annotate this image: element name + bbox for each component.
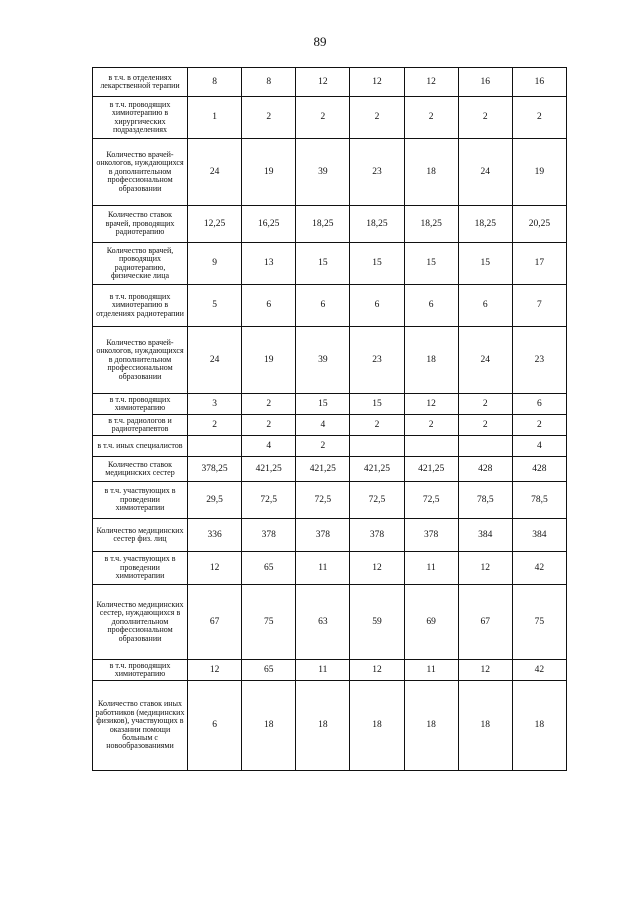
value-cell: 12	[188, 660, 242, 681]
table-row	[93, 68, 567, 97]
value-cell: 23	[512, 327, 566, 394]
value-cell: 18	[350, 681, 404, 771]
value-cell: 12	[458, 552, 512, 585]
value-cell: 78,5	[458, 482, 512, 519]
value-cell: 5	[188, 285, 242, 327]
value-cell: 4	[512, 436, 566, 457]
value-cell: 6	[350, 285, 404, 327]
value-cell: 2	[242, 394, 296, 415]
value-cell: 2	[458, 394, 512, 415]
value-cell	[350, 436, 404, 457]
value-cell: 78,5	[512, 482, 566, 519]
value-cell: 11	[296, 552, 350, 585]
value-cell: 2	[512, 415, 566, 436]
value-cell: 6	[512, 394, 566, 415]
table-row	[93, 285, 567, 327]
value-cell: 12	[458, 660, 512, 681]
row-label: в т.ч. проводящих химиотерапию в хирургических подразделениях	[93, 97, 188, 139]
value-cell: 12	[350, 660, 404, 681]
table-row	[93, 681, 567, 771]
value-cell: 19	[242, 139, 296, 206]
value-cell: 6	[296, 285, 350, 327]
value-cell: 72,5	[404, 482, 458, 519]
value-cell	[188, 436, 242, 457]
value-cell	[404, 436, 458, 457]
value-cell	[458, 436, 512, 457]
value-cell: 9	[188, 243, 242, 285]
value-cell: 24	[188, 139, 242, 206]
value-cell: 2	[458, 415, 512, 436]
value-cell: 12	[350, 552, 404, 585]
value-cell: 2	[512, 97, 566, 139]
value-cell: 15	[350, 243, 404, 285]
table-row	[93, 552, 567, 585]
value-cell: 2	[242, 97, 296, 139]
value-cell: 15	[296, 394, 350, 415]
table-row	[93, 139, 567, 206]
row-label: в т.ч. в отделениях лекарственной терапии	[93, 68, 188, 97]
value-cell: 23	[350, 139, 404, 206]
value-cell: 2	[296, 436, 350, 457]
value-cell: 2	[296, 97, 350, 139]
value-cell: 18	[404, 681, 458, 771]
value-cell: 18,25	[350, 206, 404, 243]
table-row	[93, 436, 567, 457]
value-cell: 19	[512, 139, 566, 206]
value-cell: 11	[404, 552, 458, 585]
value-cell: 72,5	[296, 482, 350, 519]
value-cell: 11	[404, 660, 458, 681]
row-label: в т.ч. проводящих химиотерапию	[93, 394, 188, 415]
value-cell: 384	[458, 519, 512, 552]
value-cell: 2	[404, 97, 458, 139]
value-cell: 24	[458, 327, 512, 394]
value-cell: 4	[242, 436, 296, 457]
value-cell: 18	[242, 681, 296, 771]
value-cell: 69	[404, 585, 458, 660]
value-cell: 12	[350, 68, 404, 97]
value-cell: 8	[188, 68, 242, 97]
table-row	[93, 457, 567, 482]
value-cell: 19	[242, 327, 296, 394]
table-row	[93, 394, 567, 415]
value-cell: 12	[404, 394, 458, 415]
value-cell: 24	[188, 327, 242, 394]
value-cell: 18	[404, 327, 458, 394]
value-cell: 2	[188, 415, 242, 436]
value-cell: 72,5	[242, 482, 296, 519]
value-cell: 2	[350, 97, 404, 139]
value-cell: 378	[350, 519, 404, 552]
row-label: Количество ставок медицинских сестер	[93, 457, 188, 482]
value-cell: 75	[242, 585, 296, 660]
page-number: 89	[313, 34, 327, 49]
value-cell: 421,25	[296, 457, 350, 482]
value-cell: 39	[296, 327, 350, 394]
value-cell: 67	[188, 585, 242, 660]
value-cell: 18	[296, 681, 350, 771]
table-row	[93, 415, 567, 436]
value-cell: 29,5	[188, 482, 242, 519]
row-label: Количество медицинских сестер физ. лиц	[93, 519, 188, 552]
value-cell: 6	[404, 285, 458, 327]
table-row	[93, 327, 567, 394]
table-row	[93, 519, 567, 552]
value-cell: 12,25	[188, 206, 242, 243]
value-cell: 23	[350, 327, 404, 394]
value-cell: 63	[296, 585, 350, 660]
value-cell: 13	[242, 243, 296, 285]
value-cell: 17	[512, 243, 566, 285]
value-cell: 42	[512, 552, 566, 585]
value-cell: 67	[458, 585, 512, 660]
value-cell: 6	[188, 681, 242, 771]
table-row	[93, 243, 567, 285]
value-cell: 1	[188, 97, 242, 139]
value-cell: 6	[458, 285, 512, 327]
value-cell: 15	[350, 394, 404, 415]
table-row	[93, 482, 567, 519]
value-cell: 428	[512, 457, 566, 482]
value-cell: 6	[242, 285, 296, 327]
value-cell: 18,25	[296, 206, 350, 243]
value-cell: 4	[296, 415, 350, 436]
table-row	[93, 585, 567, 660]
value-cell: 3	[188, 394, 242, 415]
value-cell: 421,25	[242, 457, 296, 482]
row-label: Количество ставок врачей, проводящих радиотерапию	[93, 206, 188, 243]
row-label: Количество врачей-онкологов, нуждающихся в дополнительном профессиональном образовании	[93, 139, 188, 206]
value-cell: 39	[296, 139, 350, 206]
value-cell: 15	[404, 243, 458, 285]
row-label: Количество врачей, проводящих радиотерапию, физические лица	[93, 243, 188, 285]
row-label: в т.ч. проводящих химиотерапию	[93, 660, 188, 681]
value-cell: 18,25	[458, 206, 512, 243]
row-label: в т.ч. участвующих в проведении химиотерапии	[93, 552, 188, 585]
value-cell: 384	[512, 519, 566, 552]
value-cell: 59	[350, 585, 404, 660]
value-cell: 12	[188, 552, 242, 585]
value-cell: 65	[242, 552, 296, 585]
value-cell: 72,5	[350, 482, 404, 519]
value-cell: 20,25	[512, 206, 566, 243]
value-cell: 336	[188, 519, 242, 552]
value-cell: 7	[512, 285, 566, 327]
row-label: в т.ч. проводящих химиотерапию в отделениях радиотерапии	[93, 285, 188, 327]
value-cell: 16	[512, 68, 566, 97]
value-cell: 15	[458, 243, 512, 285]
value-cell: 2	[350, 415, 404, 436]
value-cell: 18,25	[404, 206, 458, 243]
value-cell: 12	[404, 68, 458, 97]
value-cell: 75	[512, 585, 566, 660]
table-row	[93, 206, 567, 243]
value-cell: 15	[296, 243, 350, 285]
table-row	[93, 97, 567, 139]
row-label: Количество медицинских сестер, нуждающихся в дополнительном профессиональном образовании	[93, 585, 188, 660]
value-cell: 18	[458, 681, 512, 771]
value-cell: 378	[242, 519, 296, 552]
value-cell: 378	[296, 519, 350, 552]
value-cell: 378	[404, 519, 458, 552]
table-row	[93, 660, 567, 681]
row-label: Количество ставок иных работников (медицинских физиков), участвующих в оказании помощи больным с новообразованиями	[93, 681, 188, 771]
value-cell: 2	[458, 97, 512, 139]
staffing-table	[92, 67, 567, 771]
value-cell: 2	[404, 415, 458, 436]
value-cell: 12	[296, 68, 350, 97]
row-label: в т.ч. иных специалистов	[93, 436, 188, 457]
value-cell: 16	[458, 68, 512, 97]
row-label: Количество врачей-онкологов, нуждающихся в дополнительном профессиональном образовании	[93, 327, 188, 394]
value-cell: 18	[512, 681, 566, 771]
row-label: в т.ч. радиологов и радиотерапевтов	[93, 415, 188, 436]
value-cell: 24	[458, 139, 512, 206]
value-cell: 421,25	[404, 457, 458, 482]
value-cell: 42	[512, 660, 566, 681]
value-cell: 16,25	[242, 206, 296, 243]
value-cell: 8	[242, 68, 296, 97]
row-label: в т.ч. участвующих в проведении химиотерапии	[93, 482, 188, 519]
value-cell: 421,25	[350, 457, 404, 482]
value-cell: 428	[458, 457, 512, 482]
value-cell: 65	[242, 660, 296, 681]
value-cell: 2	[242, 415, 296, 436]
value-cell: 11	[296, 660, 350, 681]
value-cell: 378,25	[188, 457, 242, 482]
value-cell: 18	[404, 139, 458, 206]
